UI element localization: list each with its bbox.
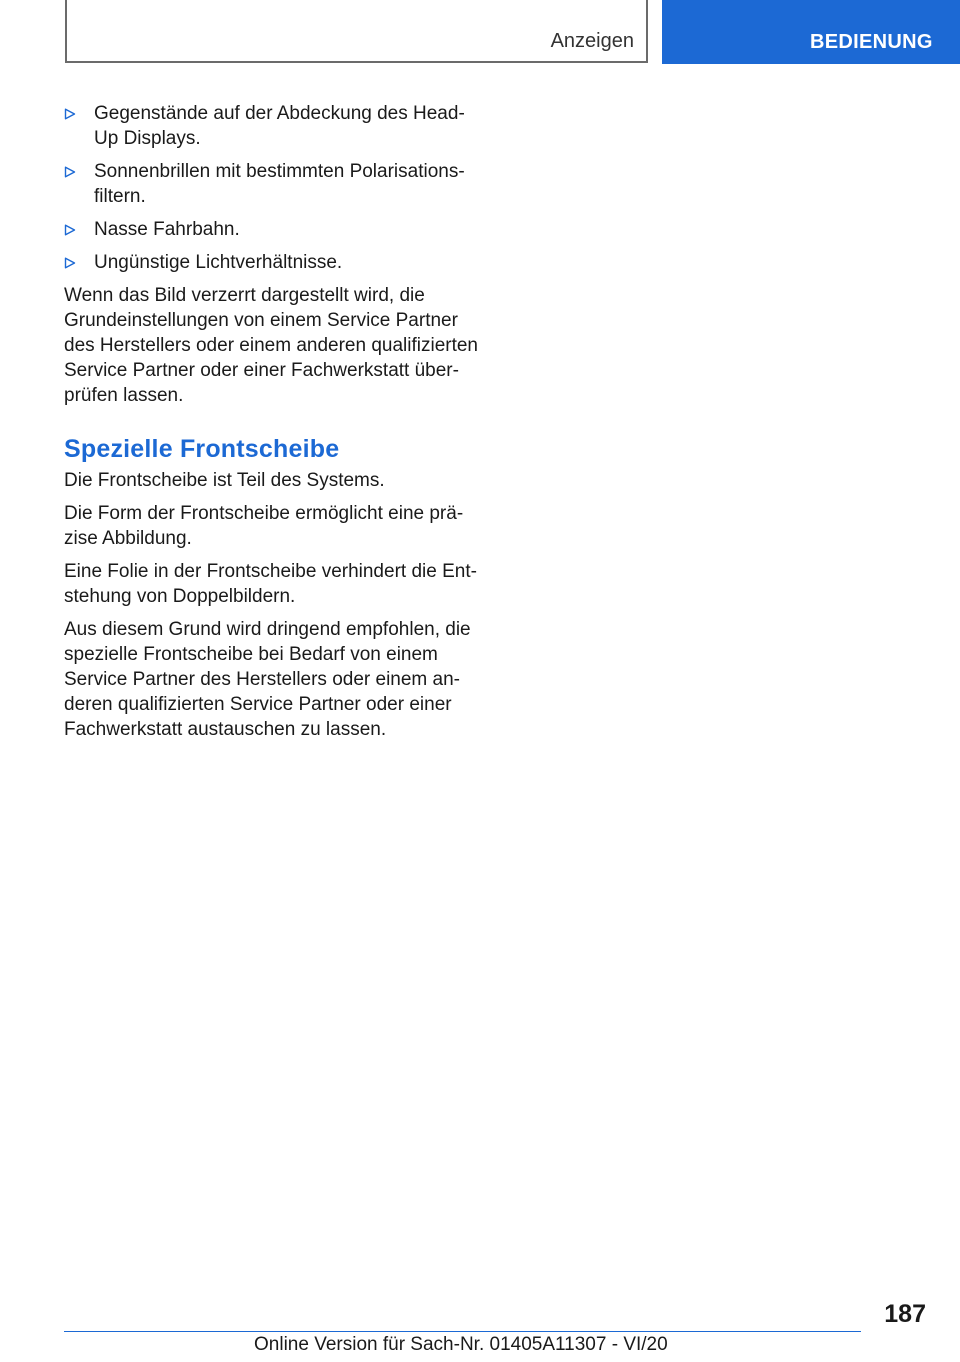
header-section-title: Anzeigen <box>550 30 634 52</box>
header-section-box <box>65 0 648 63</box>
intro-paragraph <box>64 283 482 408</box>
footer-divider <box>64 1331 861 1332</box>
paragraph-line: Die Frontscheibe ist Teil des Systems. <box>64 470 385 491</box>
bullet-text-line: Nasse Fahrbahn. <box>94 219 240 240</box>
list-item <box>64 101 482 151</box>
paragraph-line: Grundeinstellungen von einem Service Partner <box>64 310 458 331</box>
bullet-list <box>64 101 482 275</box>
section-paragraph <box>64 468 482 493</box>
paragraph-line: Eine Folie in der Frontscheibe verhindert die Ent‐ <box>64 561 477 582</box>
paragraph-line: Die Form der Frontscheibe ermöglicht eine prä‐ <box>64 503 464 524</box>
section-heading: Spezielle Frontscheibe <box>64 435 340 463</box>
header-chapter-tab <box>662 0 960 64</box>
paragraph-line: stehung von Doppelbildern. <box>64 586 296 607</box>
triangle-right-icon <box>64 159 82 184</box>
paragraph-line: deren qualifizierten Service Partner oder einer <box>64 694 452 715</box>
paragraph-line: spezielle Frontscheibe bei Bedarf von einem <box>64 644 438 665</box>
page-content <box>64 101 482 750</box>
triangle-right-icon <box>64 250 82 275</box>
header-chapter-title: BEDIENUNG <box>810 31 933 53</box>
list-item <box>64 159 482 209</box>
triangle-right-icon <box>64 101 82 126</box>
list-item <box>64 217 482 242</box>
triangle-right-icon <box>64 217 82 242</box>
section-paragraph <box>64 501 482 551</box>
section-paragraph <box>64 617 482 742</box>
paragraph-line: prüfen lassen. <box>64 385 184 406</box>
section-paragraph <box>64 559 482 609</box>
list-item <box>64 250 482 275</box>
paragraph-line: Aus diesem Grund wird dringend empfohlen, die <box>64 619 471 640</box>
paragraph-line: zise Abbildung. <box>64 528 192 549</box>
bullet-text-line: Sonnenbrillen mit bestimmten Polarisations‐ <box>94 161 465 182</box>
bullet-text-line: Up Displays. <box>94 128 201 149</box>
paragraph-line: Wenn das Bild verzerrt dargestellt wird, die <box>64 285 425 306</box>
bullet-text-line: Gegenstände auf der Abdeckung des Head‐ <box>94 103 465 124</box>
paragraph-line: Service Partner des Herstellers oder einem an‐ <box>64 669 461 690</box>
footer-online-version: Online Version für Sach-Nr. 01405A11307 - VI/20 <box>254 1334 668 1355</box>
page-number: 187 <box>884 1300 926 1328</box>
paragraph-line: Service Partner oder einer Fachwerkstatt über‐ <box>64 360 459 381</box>
bullet-text-line: filtern. <box>94 186 146 207</box>
paragraph-line: des Herstellers oder einem anderen qualifizierten <box>64 335 479 356</box>
paragraph-line: Fachwerkstatt austauschen zu lassen. <box>64 719 387 740</box>
bullet-text-line: Ungünstige Lichtverhältnisse. <box>94 252 343 273</box>
